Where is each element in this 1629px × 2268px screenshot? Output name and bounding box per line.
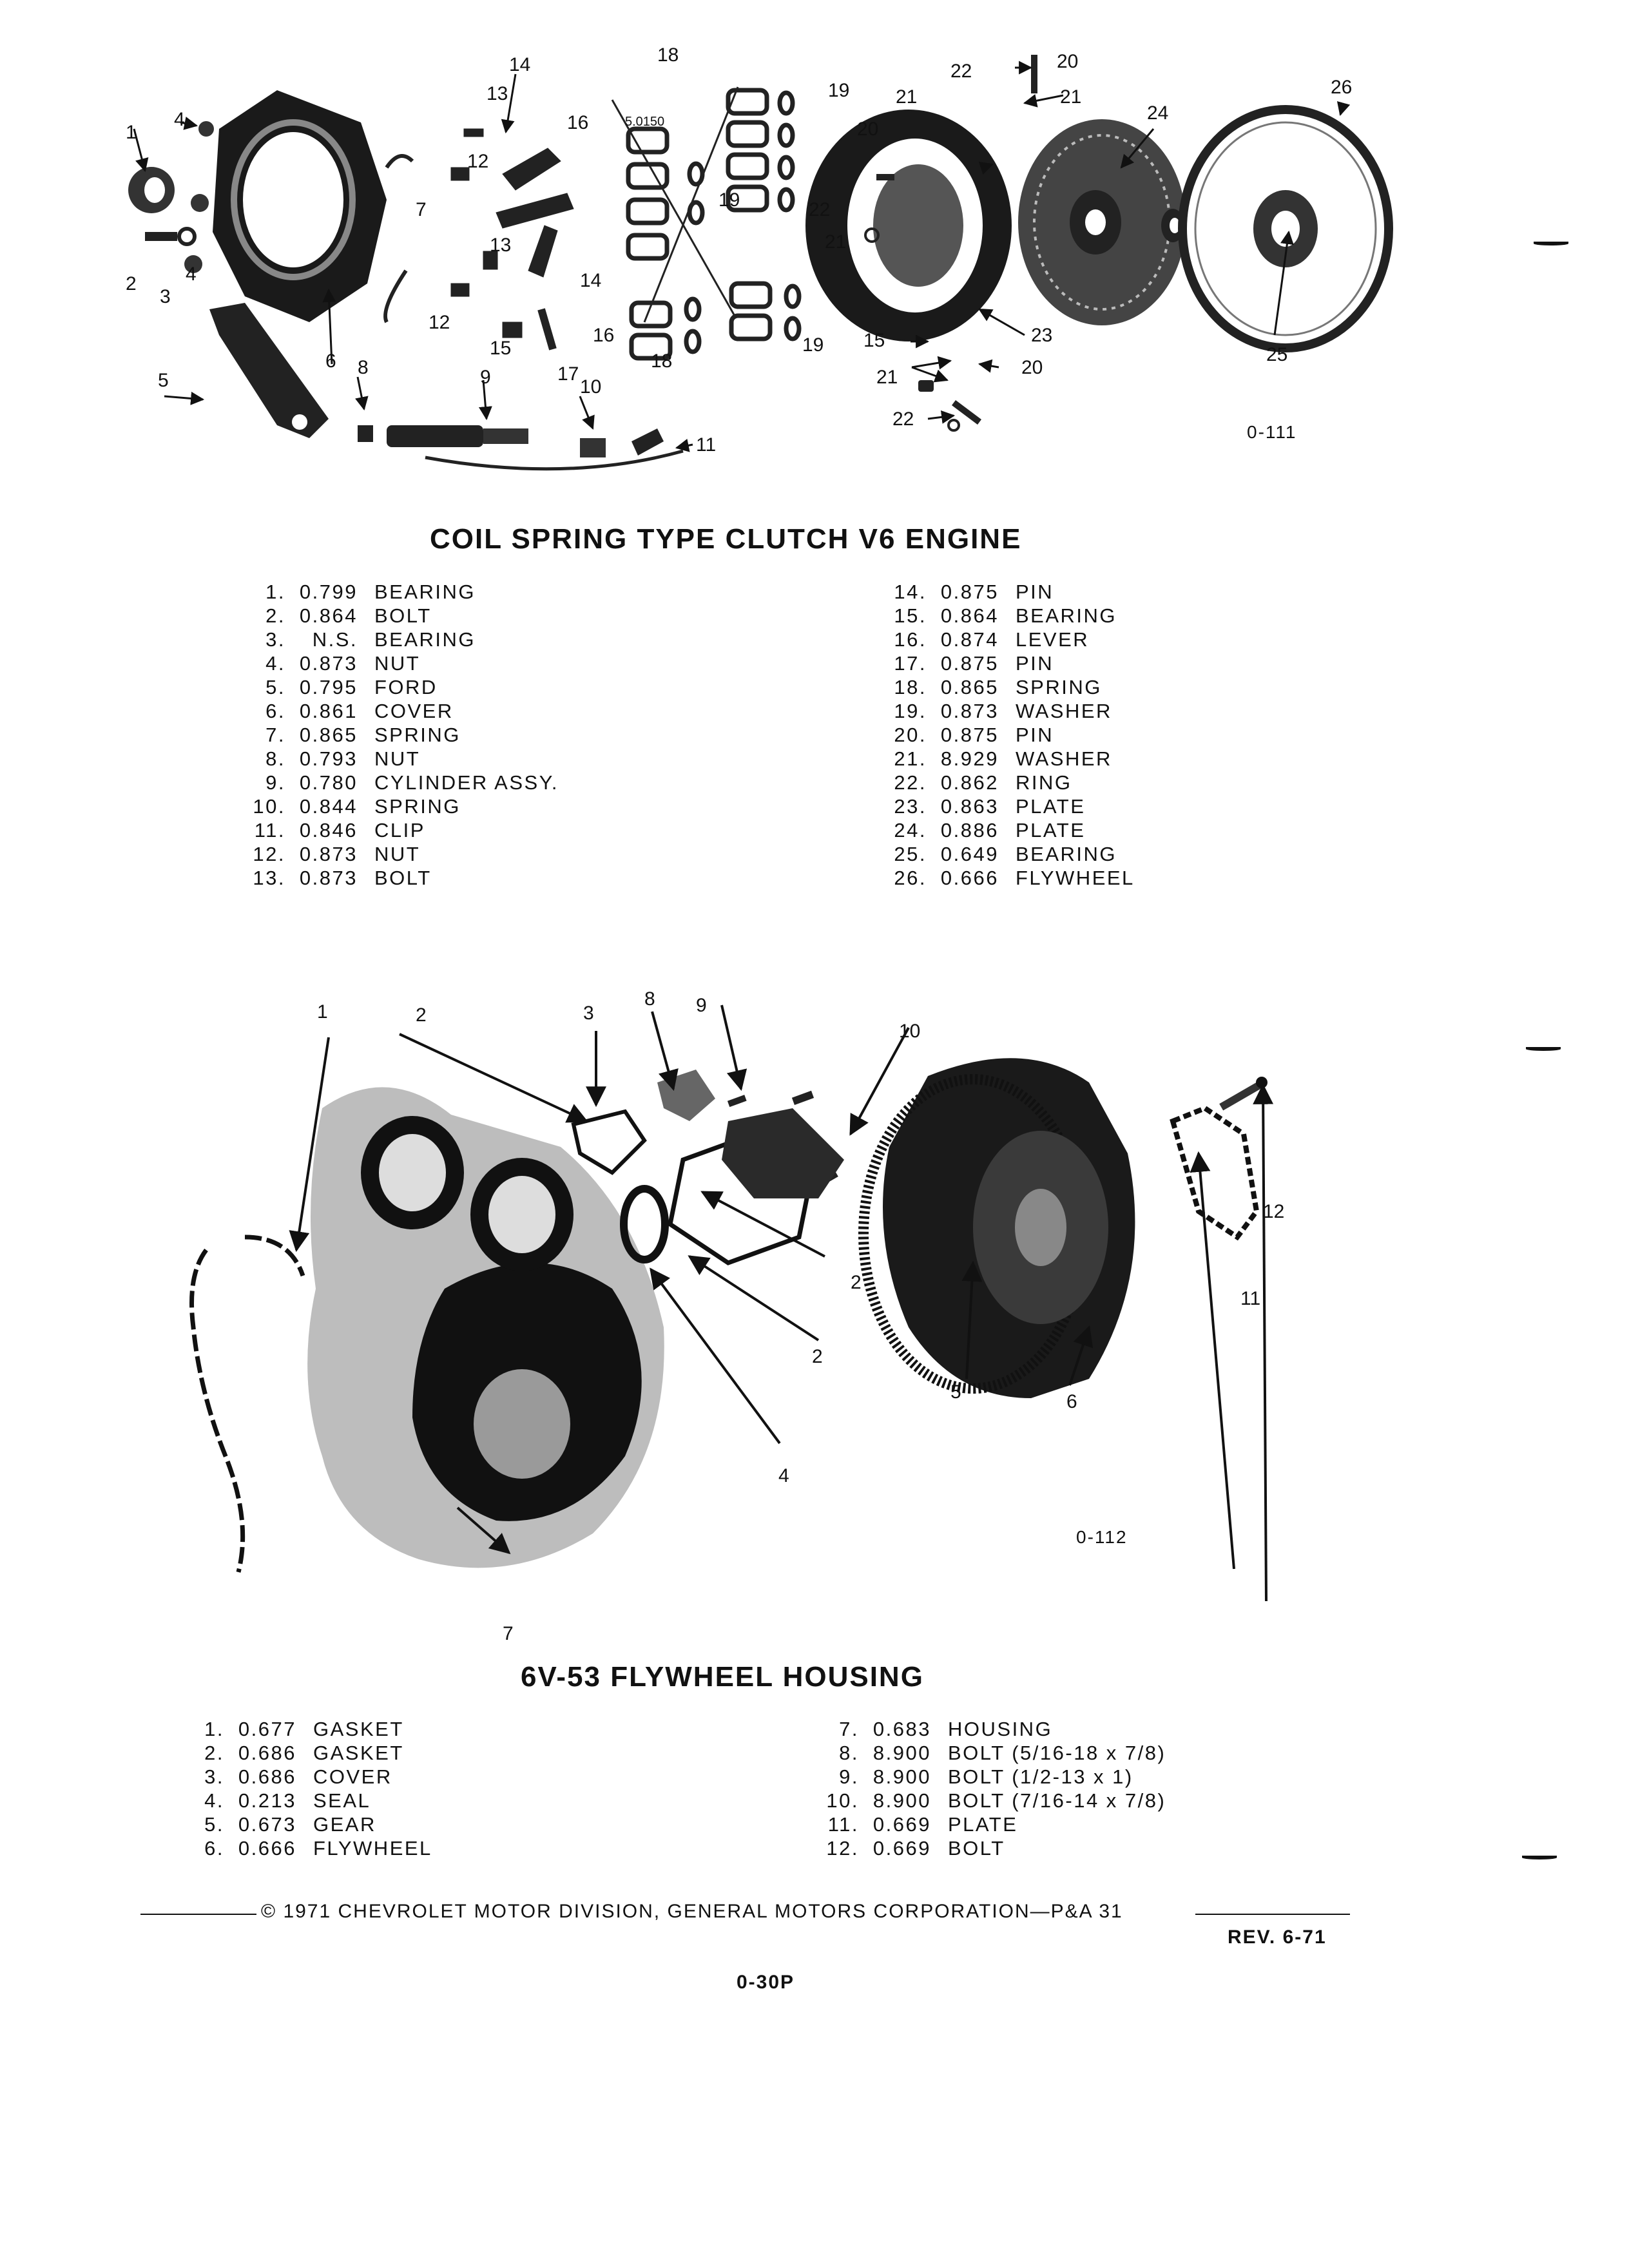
callout-label: 8 [644,988,655,1010]
callout-label: 20 [1021,357,1043,378]
parts-list-row: 24. 0.886 PLATE [894,819,1086,841]
callout-label: 10 [580,376,602,398]
clutch-cover-part [213,90,387,322]
callout-label: 24 [1147,102,1169,124]
parts-list-row: 10. 8.900 BOLT (7/16-14 x 7/8) [826,1789,1166,1812]
callout-label: 13 [490,235,512,256]
callout-label: 1 [126,122,137,143]
callout-label: 4 [778,1465,789,1486]
callout-label: 20 [1057,51,1079,72]
callout-label: 18 [657,44,679,66]
callout-label: 9 [696,995,707,1016]
parts-list-clutch-left [235,580,559,890]
parts-list-row: 9. 8.900 BOLT (1/2-13 x 1) [839,1765,1133,1788]
rear-cover-plate-part [722,1108,844,1198]
callout-label: 10 [899,1021,921,1042]
flywheel-plate-part [1173,1108,1257,1237]
release-fork-part [209,303,329,438]
parts-list-row: 9. 0.780 CYLINDER ASSY. [265,771,559,794]
housing-gasket-part [192,1237,304,1572]
callout-label: 18 [651,351,673,372]
flywheel-ring-gear-part [863,1058,1135,1398]
parts-list-row: 26. 0.666 FLYWHEEL [894,867,1135,889]
callout-label: 21 [825,231,847,253]
callout-label: 19 [802,334,824,356]
callout-label: 20 [857,119,879,140]
parts-list-row: 7. 0.683 HOUSING [839,1718,1053,1740]
crankshaft-seal-part [624,1189,665,1260]
callout-label: 19 [718,189,740,211]
callout-label: 11 [696,434,717,456]
parts-list-row: 21. 8.929 WASHER [894,747,1112,770]
callout-label: 2 [851,1272,862,1293]
page-number: 0-30P [737,1972,795,1993]
callout-label: 11 [1240,1288,1261,1309]
callout-label: 22 [892,408,914,430]
callout-label: 2 [126,273,137,294]
footer-rule-left [140,1914,256,1915]
parts-list-row: 2. 0.864 BOLT [265,604,432,627]
callout-label: 16 [593,325,615,346]
callout-label: 13 [487,83,508,104]
parts-list-row: 13. 0.873 BOLT [253,867,432,889]
pressure-plate-part [805,110,1012,341]
parts-list-row: 15. 0.864 BEARING [894,604,1117,627]
callout-label: 25 [1266,344,1288,365]
parts-list-housing-right [809,1717,1166,1860]
binding-mark [1526,1047,1561,1051]
parts-list-row: 5. 0.673 GEAR [204,1813,376,1836]
callout-label: 17 [557,363,579,385]
callout-label: 5 [950,1381,961,1403]
access-cover-part [657,1070,715,1121]
callout-label: 15 [863,330,885,351]
section-title-clutch: COIL SPRING TYPE CLUTCH V6 ENGINE [430,523,1022,555]
parts-list-row: 12. 0.669 BOLT [826,1837,1005,1860]
callout-label: 7 [503,1623,514,1644]
callout-label: 7 [416,199,427,220]
parts-list-row: 16. 0.874 LEVER [894,628,1090,651]
flywheel-bolt-part [1219,1077,1268,1111]
parts-list-row: 2. 0.686 GASKET [204,1742,404,1764]
parts-list-row: 4. 0.213 SEAL [204,1789,371,1812]
callout-label: 6 [325,351,336,372]
inset-label: 5.0150 [625,115,665,129]
parts-list-row: 6. 0.861 COVER [265,700,454,722]
parts-list-row: 1. 0.799 BEARING [265,581,476,603]
callout-label: 16 [567,112,589,133]
flywheel-housing-exploded-diagram [174,876,1334,1649]
callout-label: 21 [1060,86,1082,108]
callout-label: 22 [809,199,831,220]
callout-label: 12 [1263,1201,1285,1222]
section-title-flywheel-housing: 6V-53 FLYWHEEL HOUSING [521,1661,924,1693]
callout-label: 9 [480,367,491,388]
callout-label: 8 [358,357,369,378]
callout-label: 3 [583,1003,594,1024]
parts-list-row: 18. 0.865 SPRING [894,676,1102,698]
figure-id-label: 0-112 [1076,1527,1128,1547]
footer-rule-right [1195,1914,1350,1915]
callout-label: 2 [812,1346,823,1367]
callout-label: 2 [416,1004,427,1026]
callout-label: 23 [1031,325,1053,346]
parts-list-row: 22. 0.862 RING [894,771,1072,794]
callout-label: 14 [580,270,602,291]
clutch-exploded-diagram [116,39,1353,490]
binding-mark [1534,242,1568,245]
callout-label: 21 [896,86,918,108]
callout-label: 4 [174,109,185,130]
parts-list-housing-left [174,1717,432,1860]
parts-list-row: 20. 0.875 PIN [894,724,1054,746]
parts-list-row: 8. 0.793 NUT [265,747,421,770]
callout-label: 15 [490,338,512,359]
callout-label: 4 [186,264,197,285]
binding-mark [1522,1856,1557,1860]
parts-list-row: 3. N.S. BEARING [265,628,476,651]
parts-list-clutch-right [876,580,1135,890]
parts-list-row: 14. 0.875 PIN [894,581,1054,603]
parts-list-row: 4. 0.873 NUT [265,652,421,675]
copyright-line: © 1971 CHEVROLET MOTOR DIVISION, GENERAL MOTORS CORPORATION—P&A 31 [261,1901,1123,1922]
release-bearing-part [128,167,175,213]
parts-list-row: 11. 0.669 PLATE [827,1813,1018,1836]
callout-label: 12 [467,151,489,172]
callout-label: 6 [1066,1391,1077,1412]
callout-label: 5 [158,370,169,391]
parts-list-row: 25. 0.649 BEARING [894,843,1117,865]
revision-label: REV. 6-71 [1228,1927,1327,1948]
slave-cylinder-part [358,425,683,469]
parts-list-row: 1. 0.677 GASKET [204,1718,404,1740]
clutch-disc-part [1018,119,1186,325]
flywheel-housing-part [307,1087,664,1568]
parts-list-row: 11. 0.846 CLIP [254,819,425,841]
parts-list-row: 19. 0.873 WASHER [894,700,1112,722]
callout-label: 22 [950,61,972,82]
parts-list-row: 23. 0.863 PLATE [894,795,1086,818]
callout-label: 1 [317,1001,328,1023]
callout-label: 21 [876,367,898,388]
parts-list-row: 5. 0.795 FORD [265,676,438,698]
parts-list-row: 17. 0.875 PIN [894,652,1054,675]
parts-list-row: 7. 0.865 SPRING [265,724,461,746]
parts-list-row: 6. 0.666 FLYWHEEL [204,1837,432,1860]
callout-label: 3 [160,286,171,307]
callout-label: 26 [1331,77,1353,98]
flywheel-part [1182,110,1389,348]
callout-label: 14 [509,54,531,75]
parts-list-row: 12. 0.873 NUT [253,843,421,865]
figure-id-label: 0-111 [1247,422,1297,442]
parts-list-row: 8. 8.900 BOLT (5/16-18 x 7/8) [839,1742,1166,1764]
callout-label: 19 [828,80,850,101]
callout-label: 12 [429,312,450,333]
parts-list-row: 3. 0.686 COVER [204,1765,392,1788]
parts-list-row: 10. 0.844 SPRING [253,795,461,818]
